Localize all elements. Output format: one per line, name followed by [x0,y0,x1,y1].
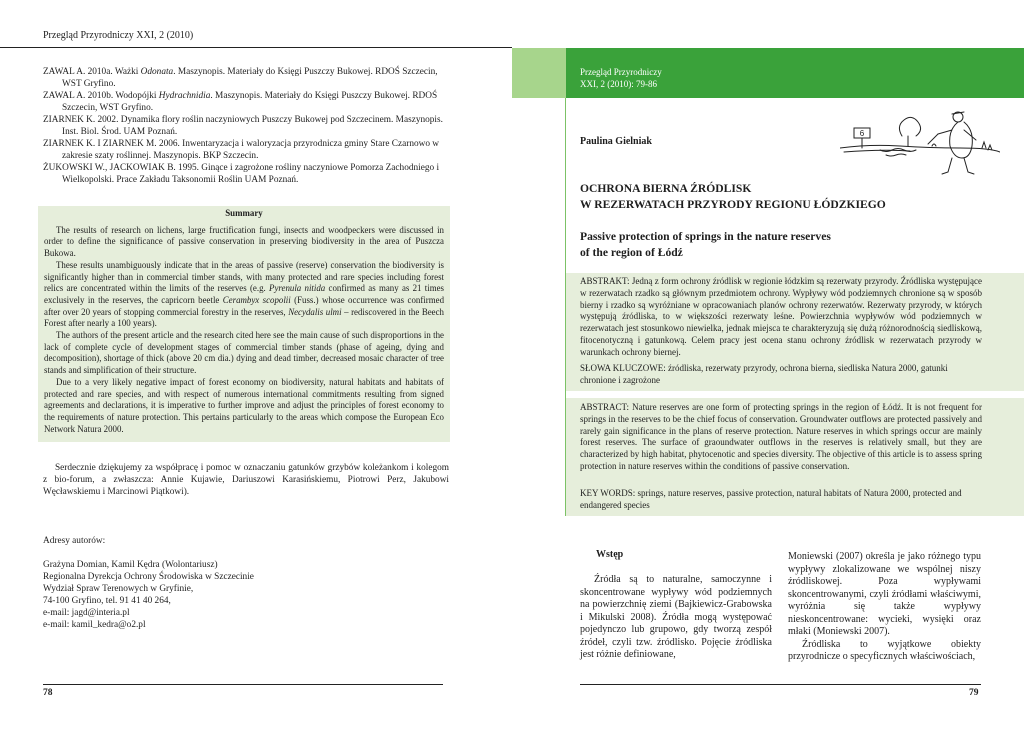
author-organisation: Regionalna Dyrekcja Ochrony Środowiska w Szczecinie [43,572,254,582]
section-heading-introduction: Wstęp [596,549,624,560]
article-title-english [580,229,831,260]
reference-item: ŻUKOWSKI W., JACKOWIAK B. 1995. Ginące i zagrożone rośliny naczyniowe Pomorza Zachodniego i Wielkopolski. Prace Zakładu Taksonomii Roślin UAM Poznań. [43,163,440,185]
body-paragraph: Źródliska to wyjątkowe obiekty przyrodnicze o specyficznych właściwościach, [788,638,981,662]
keywords-polish: SŁOWA KLUCZOWE: źródliska, rezerwaty przyrody, ochrona bierna, siedliska Natura 2000, gatunki chronione i zagrożone [580,363,948,385]
header-band-accent [512,48,566,98]
reference-item: ZAWAL A. 2010a. Ważki Odonata. Maszynopis. Materiały do Księgi Puszczy Bukowej. RDOŚ Szczecin, WST Gryfino. [43,67,438,89]
summary-paragraph: The authors of the present article and the research cited here see the main cause of such disproportions in the lack of complete cycle of development stages of commercial timber stands (phase of ageing, dying and decomposition), shortage of thick (above 20 cm dia.) dying and dead timber, decreased mosaic character of tree stands and simplification of their structure. [44,330,444,376]
journal-info [580,67,662,90]
footer-divider [580,684,981,685]
author-address: 74-100 Gryfino, tel. 91 41 40 264, [43,596,171,606]
acknowledgement: Serdecznie dziękujemy za współpracę i pomoc w oznaczaniu gatunków grzybów koleżankom i kolegom z bio-forum, a zwłaszcza: Annie Kujawie, Dariuszowi Karasińskiemu, Piotrowi Perz, Jakubowi Węcławskiemu i Marcinowi Piątkowi). [43,463,449,498]
article-title-polish [580,181,886,212]
reference-item: ZIARNEK K. I ZIARNEK M. 2006. Inwentaryzacja i waloryzacja przyrodnicza gminy Stare Czarnowo w zakresie szaty roślinnej. Maszynopis. BKP Szczecin. [43,139,440,161]
author-addresses [43,535,449,631]
authors-heading: Adresy autorów: [43,536,106,546]
abstract-polish: ABSTRAKT: Jedną z form ochrony źródlisk w regionie łódzkim są rezerwaty przyrody. Źródliska występujące w rezerwatach rzadko są głównym przedmiotem ochrony. Wypływy wód podziemnych chronione są w sposób bierny i rzadko są wyróżniane w opracowaniach planów ochrony rezerwatów. Rezerwaty przyrody, w których występują źródliska, to w większości rezerwaty leśne. Powierzchnia wypływów wód podziemnych w rezerwatach jest stosunkowo niewielka, jednak miejsca te charakteryzują się dużą różnorodnością siedliskową, fitocenotyczną i gatunkową. Celem pracy jest ocena stanu ochrony źródlisk w rezerwatach przyrody w warunkach ochrony biernej. [580,276,982,357]
summary-paragraph: Due to a very likely negative impact of forest economy on biodiversity, natural habitats and habitats of protected and rare species, and with respect of numerous international commitments resulting from signed agreements and declarations, it is imperative to further improve and adjust the principles of forest economy to the requirements of nature protection. This pertains particularly to the areas which compose the European Eco Network Natura 2000. [44,376,444,434]
author-email[interactable]: e-mail: kamil_kedra@o2.pl [43,620,146,630]
article-author: Paulina Gielniak [580,136,652,147]
title-line: W REZERWATACH PRZYRODY REGIONU ŁÓDZKIEGO [580,197,886,211]
body-column-1: Źródła są to naturalne, samoczynne i skoncentrowane wypływy wód podziemnych na powierzchnię ziemi (Bajkiewicz-Grabowska i Mikulski 2008). Źródła mogą występować pojedynczo lub grupowo, gdy tworzą zespół źródeł, czyli tzw. źródlisko. Pojęcie źródliska jest różnie definiowane, [580,574,772,660]
summary-paragraph: These results unambiguously indicate that in the areas of passive (reserve) conservation the biodiversity is significantly higher than in commercial timber stands, with many protected and rare species including forest relics are concentrated within the limits of the reserves (e.g. Pyrenula nitida confirmed as many as 21 times exclusively in the reserves, the capricorn beetle Cerambyx scopolii (Fuss.) whose occurrence was confirmed after over 20 years of stopping commercial forestry in the reserves, Necydalis ulmi – rediscovered in the Beech Forest after nearly a 100 years). [44,259,445,329]
running-header-left: Przegląd Przyrodniczy XXI, 2 (2010) [43,30,194,41]
reference-item: ZIARNEK K. 2002. Dynamika flory roślin naczyniowych Puszczy Bukowej pod Szczecinem. Maszynopis. Inst. Biol. Środ. UAM Poznań. [43,115,443,137]
spring-sketch-illustration [840,108,1000,182]
journal-issue: XXI, 2 (2010): 79-86 [580,78,657,89]
title-line: OCHRONA BIERNA ŹRÓDLISK [580,182,752,195]
body-column-2 [788,551,981,664]
sketch-sign-number: 6 [859,129,865,138]
header-divider [0,47,512,48]
reference-item: ZAWAL A. 2010b. Wodopójki Hydrachnidia. Maszynopis. Materiały do Księgi Puszczy Bukowej. RDOŚ Szczecin, WST Gryfino. [43,91,438,113]
summary-box [38,206,450,442]
page-number-right: 79 [969,688,979,698]
footer-divider [43,684,443,685]
title-line: Passive protection of springs in the nature reserves [580,230,831,243]
keywords-english: KEY WORDS: springs, nature reserves, passive protection, natural habitats of Natura 2000, protected and endangered species [580,488,962,510]
journal-name: Przegląd Przyrodniczy [580,67,662,77]
body-paragraph: Moniewski (2007) określa je jako różnego typu wypływy zlokalizowane we wspólnej niszy źródliskowej. Poza wypływami skoncentrowanymi, czyli źródłami właściwymi, wyróżnia się także wypływy nieskoncentrowane: wycieki, wysięki oraz młaki (Moniewski 2007). [788,551,981,637]
page-number-left: 78 [43,688,53,698]
summary-paragraph: The results of research on lichens, large fructification fungi, insects and woodpeckers were discussed in order to define the significance of passive conservation in preserving biodiversity in the area of Puszcza Bukowa. [44,224,444,259]
reference-list [43,66,449,186]
abstract-english: ABSTRACT: Nature reserves are one form of protecting springs in the region of Łódź. It is not frequent for springs in the reserves to be the chief focus of conservation. Groundwater outflows are protected passively and rarely gain significance in the plans of reserve protection. Nature reserves in which springs occur are mainly forest reserves. The surface of graoundwater outflows in the reserves is relatively small, but they are characterized by high habitat, phytocenotic and species diversity. The objective of this article is to assess spring protection in nature reserves within the conditions of passive conservation. [580,402,982,471]
author-names: Grażyna Domian, Kamil Kędra (Wolontariusz) [43,560,218,570]
summary-title: Summary [225,208,263,218]
author-email[interactable]: e-mail: jagd@interia.pl [43,608,130,618]
author-department: Wydział Spraw Terenowych w Gryfinie, [43,584,194,594]
title-line: of the region of Łódź [580,245,683,259]
